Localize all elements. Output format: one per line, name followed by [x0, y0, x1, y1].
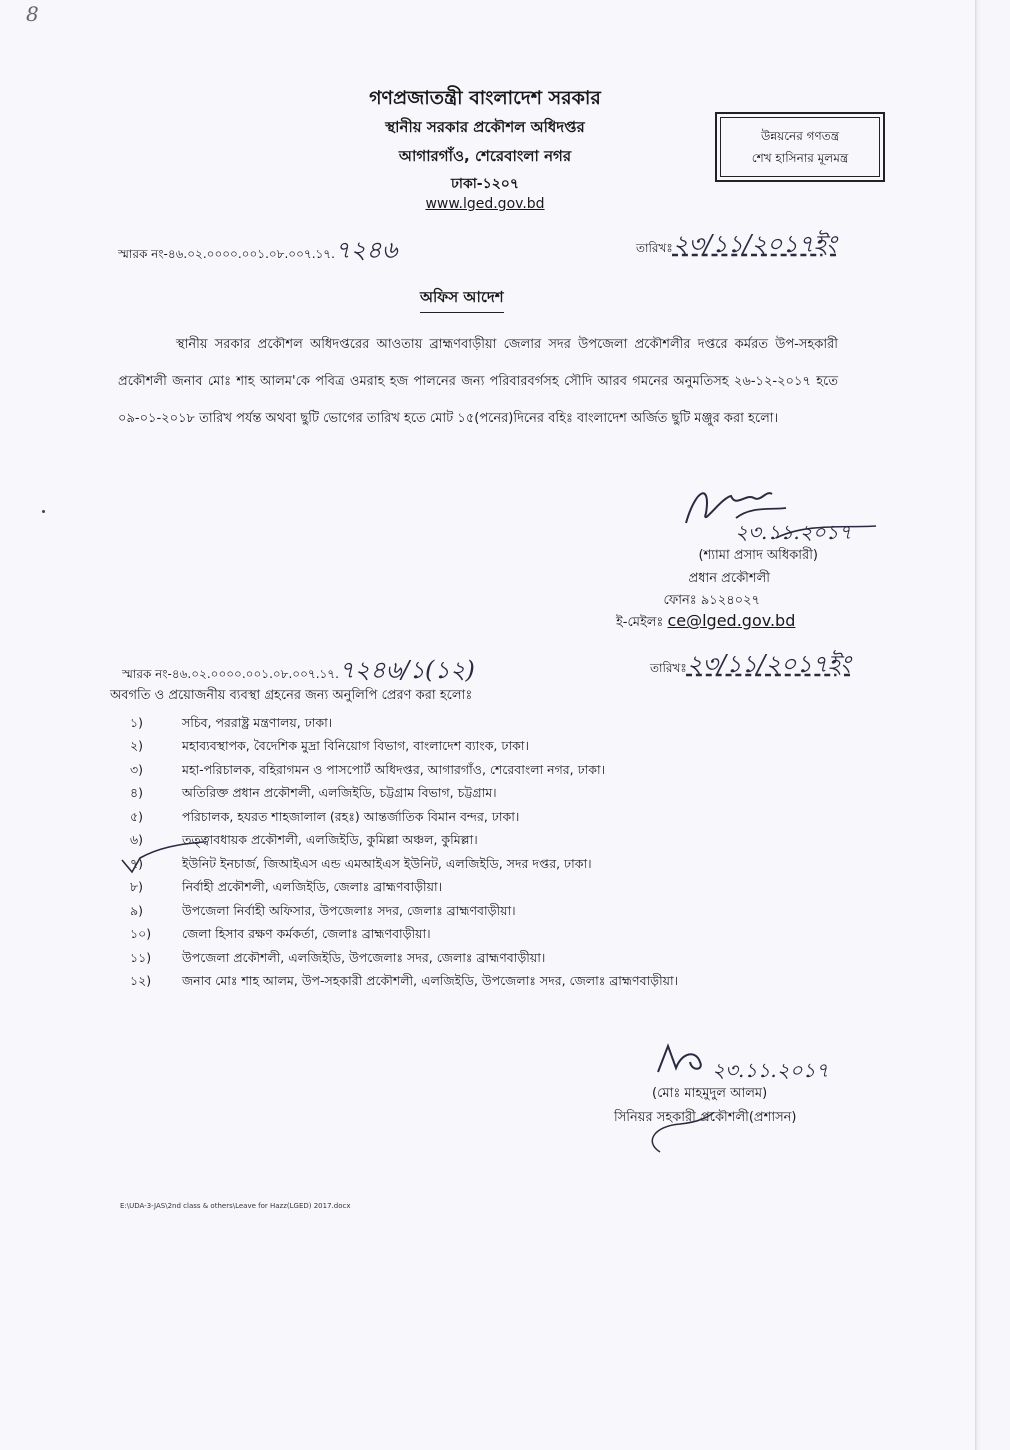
signature-2-flourish — [640, 1112, 720, 1157]
file-path-footer: E:\UDA-3-JAS\2nd class & others\Leave for Hazz(LGED) 2017.docx — [120, 1202, 351, 1210]
memo-ref-2-handwritten: ৭২৪৬/১(১২) — [338, 656, 475, 684]
government-name: গণপ্রজাতন্ত্রী বাংলাদেশ সরকার — [369, 87, 601, 109]
memo-date-2-label: তারিখঃ — [650, 661, 687, 675]
check-mark-annotation — [118, 838, 208, 878]
order-title: অফিস আদেশ — [420, 286, 504, 313]
distribution-intro: অবগতি ও প্রয়োজনীয় ব্যবস্থা গ্রহনের জন্য অনুলিপি প্রেরণ করা হলোঃ — [110, 688, 473, 703]
memo-ref-1-handwritten: ৭২৪৬ — [334, 236, 398, 264]
signatory-1-email[interactable]: ce@lged.gov.bd — [667, 611, 796, 630]
list-item: ১১) উপজেলা প্রকৌশলী, এলজিইডি, উপজেলাঃ সদর, জেলাঃ ব্রাহ্মণবাড়ীয়া। — [130, 949, 546, 965]
order-body: স্থানীয় সরকার প্রকৌশল অধিদপ্তরের আওতায় ব্রাহ্মণবাড়ীয়া জেলার সদর উপজেলা প্রকৌশলীর দপ্তরে কর্মরত উপ-সহকারী প্রকৌশলী জনাব মোঃ শাহ আলম'কে পবিত্র ওমরাহ হজ পালনের জন্য পরিবারবর্গসহ সৌদি আরব গমনের অনুমতিসহ ২৬-১২-২০১৭ হতে ০৯-০১-২০১৮ তারিখ পর্যন্ত অথবা ছুটি ভোগের তারিখ হতে মোট ১৫(পনের)দিনের বহিঃ বাংলাদেশ অর্জিত ছুটি মঞ্জুর করা হলো। — [118, 337, 838, 426]
department-name: স্থানীয় সরকার প্রকৌশল অধিদপ্তর — [385, 118, 585, 136]
memo-ref-1 — [118, 232, 397, 272]
page-edge — [975, 0, 1010, 1450]
city-line: ঢাকা-১২০৭ — [450, 176, 520, 192]
signatory-1-email-label: ই-মেইলঃ — [616, 615, 668, 630]
list-item: ১০) জেলা হিসাব রক্ষণ কর্মকর্তা, জেলাঃ ব্রাহ্মণবাড়ীয়া। — [130, 926, 431, 942]
list-item: ৫) পরিচালক, হযরত শাহজালাল (রহঃ) আন্তর্জাতিক বিমান বন্দর, ঢাকা। — [130, 808, 520, 824]
signatory-2-designation: সিনিয়র সহকারী প্রকৌশলী(প্রশাসন) — [614, 1110, 797, 1125]
signatory-1-designation: প্রধান প্রকৌশলী — [688, 571, 770, 586]
memo-date-1-handwritten: ২৩/১১/২০১৭ইং — [672, 230, 837, 258]
distribution-list — [130, 713, 678, 995]
list-item: ৯) উপজেলা নির্বাহী অফিসার, উপজেলাঃ সদর, জেলাঃ ব্রাহ্মণবাড়ীয়া। — [130, 902, 516, 918]
memo-ref-2-prefix: স্মারক নং-৪৬.০২.০০০০.০০১.০৮.০০৭.১৭. — [122, 667, 339, 681]
memo-ref-1-prefix: স্মারক নং-৪৬.০২.০০০০.০০১.০৮.০০৭.১৭. — [118, 247, 335, 261]
motto-line-1: উন্নয়নের গণতন্ত্র — [760, 129, 840, 143]
signature-2-date: ২৩.১১.২০১৭ — [712, 1058, 829, 1082]
memo-date-1-label: তারিখঃ — [636, 241, 673, 255]
list-item: ৩) মহা-পরিচালক, বহিরাগমন ও পাসপোর্ট অধিদপ্তর, আগারগাঁও, শেরেবাংলা নগর, ঢাকা। — [130, 761, 606, 777]
scan-speck — [42, 510, 45, 513]
corner-mark: 8 — [26, 2, 39, 26]
website-link[interactable]: www.lged.gov.bd — [425, 196, 545, 212]
motto-line-2: শেখ হাসিনার মূলমন্ত্র — [751, 151, 849, 165]
signatory-2-name: (মোঃ মাহমুদুল আলম) — [652, 1086, 768, 1101]
list-item: ৮) নির্বাহী প্রকৌশলী, এলজিইডি, জেলাঃ ব্রাহ্মণবাড়ীয়া। — [130, 879, 443, 895]
signatory-1-name: (শ্যামা প্রসাদ অধিকারী) — [698, 548, 818, 563]
signatory-1-email-line — [616, 611, 795, 634]
motto-box — [715, 112, 885, 182]
signatory-1-phone: ফোনঃ ৯১২৪০২৭ — [663, 593, 760, 608]
list-item: ৪) অতিরিক্ত প্রধান প্রকৌশলী, এলজিইডি, চট্টগ্রাম বিভাগ, চট্টগ্রাম। — [130, 785, 497, 801]
list-item: ৭) ইউনিট ইনচার্জ, জিআইএস এন্ড এমআইএস ইউনিট, এলজিইডি, সদর দপ্তর, ঢাকা। — [130, 855, 592, 871]
signature-1-date: ২৩.১১.২০১৭ — [735, 520, 852, 544]
memo-date-2 — [650, 646, 851, 686]
list-item: ১২) জনাব মোঃ শাহ আলম, উপ-সহকারী প্রকৌশলী, এলজিইডি, উপজেলাঃ সদর, জেলাঃ ব্রাহ্মণবাড়ীয়া। — [130, 973, 679, 989]
memo-date-2-handwritten: ২৩/১১/২০১৭ইং — [686, 650, 851, 678]
list-item: ১) সচিব, পররাষ্ট্র মন্ত্রণালয়, ঢাকা। — [130, 714, 333, 730]
list-item: ২) মহাব্যবস্থাপক, বৈদেশিক মুদ্রা বিনিয়োগ বিভাগ, বাংলাদেশ ব্যাংক, ঢাকা। — [130, 738, 529, 754]
address-line: আগারগাঁও, শেরেবাংলা নগর — [398, 147, 572, 165]
list-item: ৬) তত্ত্বাবধায়ক প্রকৌশলী, এলজিইডি, কুমিল্লা অঞ্চল, কুমিল্লা। — [130, 832, 478, 848]
memo-date-1 — [636, 226, 837, 266]
